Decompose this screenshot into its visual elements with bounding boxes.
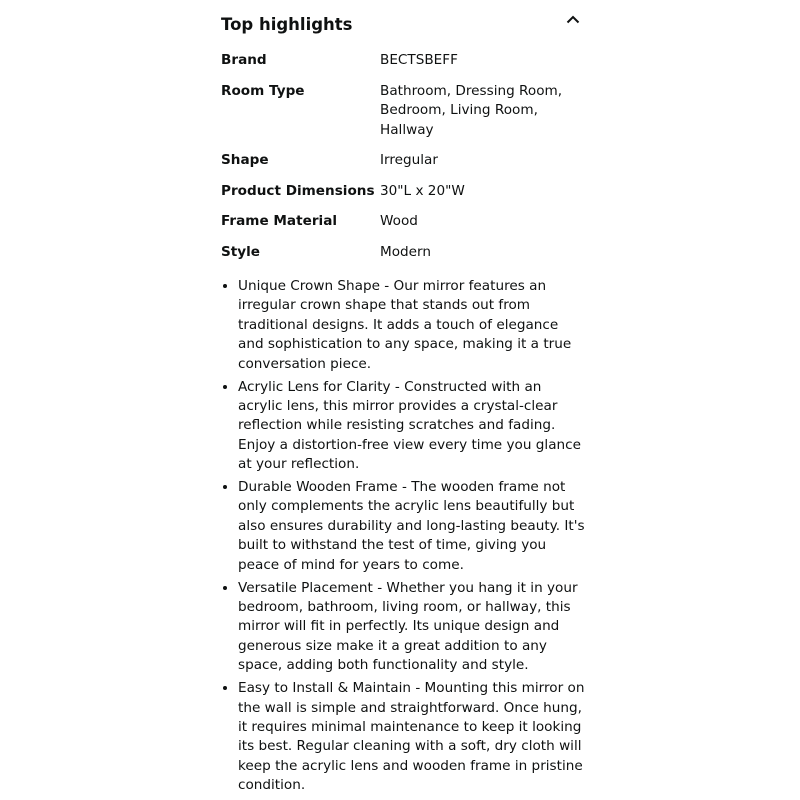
top-highlights-section bbox=[221, 0, 587, 799]
chevron-up-icon[interactable] bbox=[559, 5, 587, 33]
feature-bullet: • Easy to Install & Maintain - Mounting this mirror on the wall is simple and straightforward. Once hung, it requires minimal maintenance to keep it looking its best. Regular cleaning with a soft, dry cloth will keep the acrylic lens and wooden frame in pristine condition. bbox=[238, 679, 588, 795]
spec-label: Frame Material bbox=[221, 213, 338, 229]
spec-value: Bathroom, Dressing Room, Bedroom, Living Room, Hallway bbox=[380, 82, 563, 138]
spec-value: 30"L x 20"W bbox=[380, 182, 465, 199]
spec-row bbox=[221, 82, 580, 152]
spec-value: Modern bbox=[380, 243, 432, 260]
specs-table bbox=[221, 51, 580, 273]
spec-label: Room Type bbox=[221, 82, 305, 99]
spec-row bbox=[221, 243, 580, 274]
spec-row bbox=[221, 51, 580, 82]
spec-row bbox=[221, 151, 580, 182]
spec-row bbox=[221, 212, 580, 243]
spec-value: Irregular bbox=[380, 152, 438, 168]
spec-label: Product Dimensions bbox=[221, 182, 375, 199]
section-title: Top highlights bbox=[221, 14, 353, 34]
feature-bullet: • Unique Crown Shape - Our mirror features an irregular crown shape that stands out from traditional designs. It adds a touch of elegance and sophistication to any space, making it a true conversation piece. bbox=[238, 277, 588, 374]
spec-label: Style bbox=[221, 243, 261, 260]
section-header[interactable] bbox=[221, 0, 587, 48]
feature-bullet: • Versatile Placement - Whether you hang it in your bedroom, bathroom, living room, or hallway, this mirror will fit in perfectly. Its unique design and generous size make it a great addition to any space, adding both functionality and style. bbox=[238, 579, 588, 676]
spec-label: Shape bbox=[221, 152, 269, 168]
spec-value: BECTSBEFF bbox=[380, 52, 458, 68]
feature-bullets bbox=[221, 277, 588, 796]
feature-bullet: • Durable Wooden Frame - The wooden frame not only complements the acrylic lens beautifully but also ensures durability and long-lasting beauty. It's built to withstand the test of time, giving you peace of mind for years to come. bbox=[238, 478, 588, 575]
spec-value: Wood bbox=[380, 213, 418, 229]
feature-bullet: • Acrylic Lens for Clarity - Constructed with an acrylic lens, this mirror provides a crystal-clear reflection while resisting scratches and fading. Enjoy a distortion-free view every time you glance at your reflection. bbox=[238, 378, 588, 475]
spec-row bbox=[221, 182, 580, 213]
spec-label: Brand bbox=[221, 52, 267, 68]
